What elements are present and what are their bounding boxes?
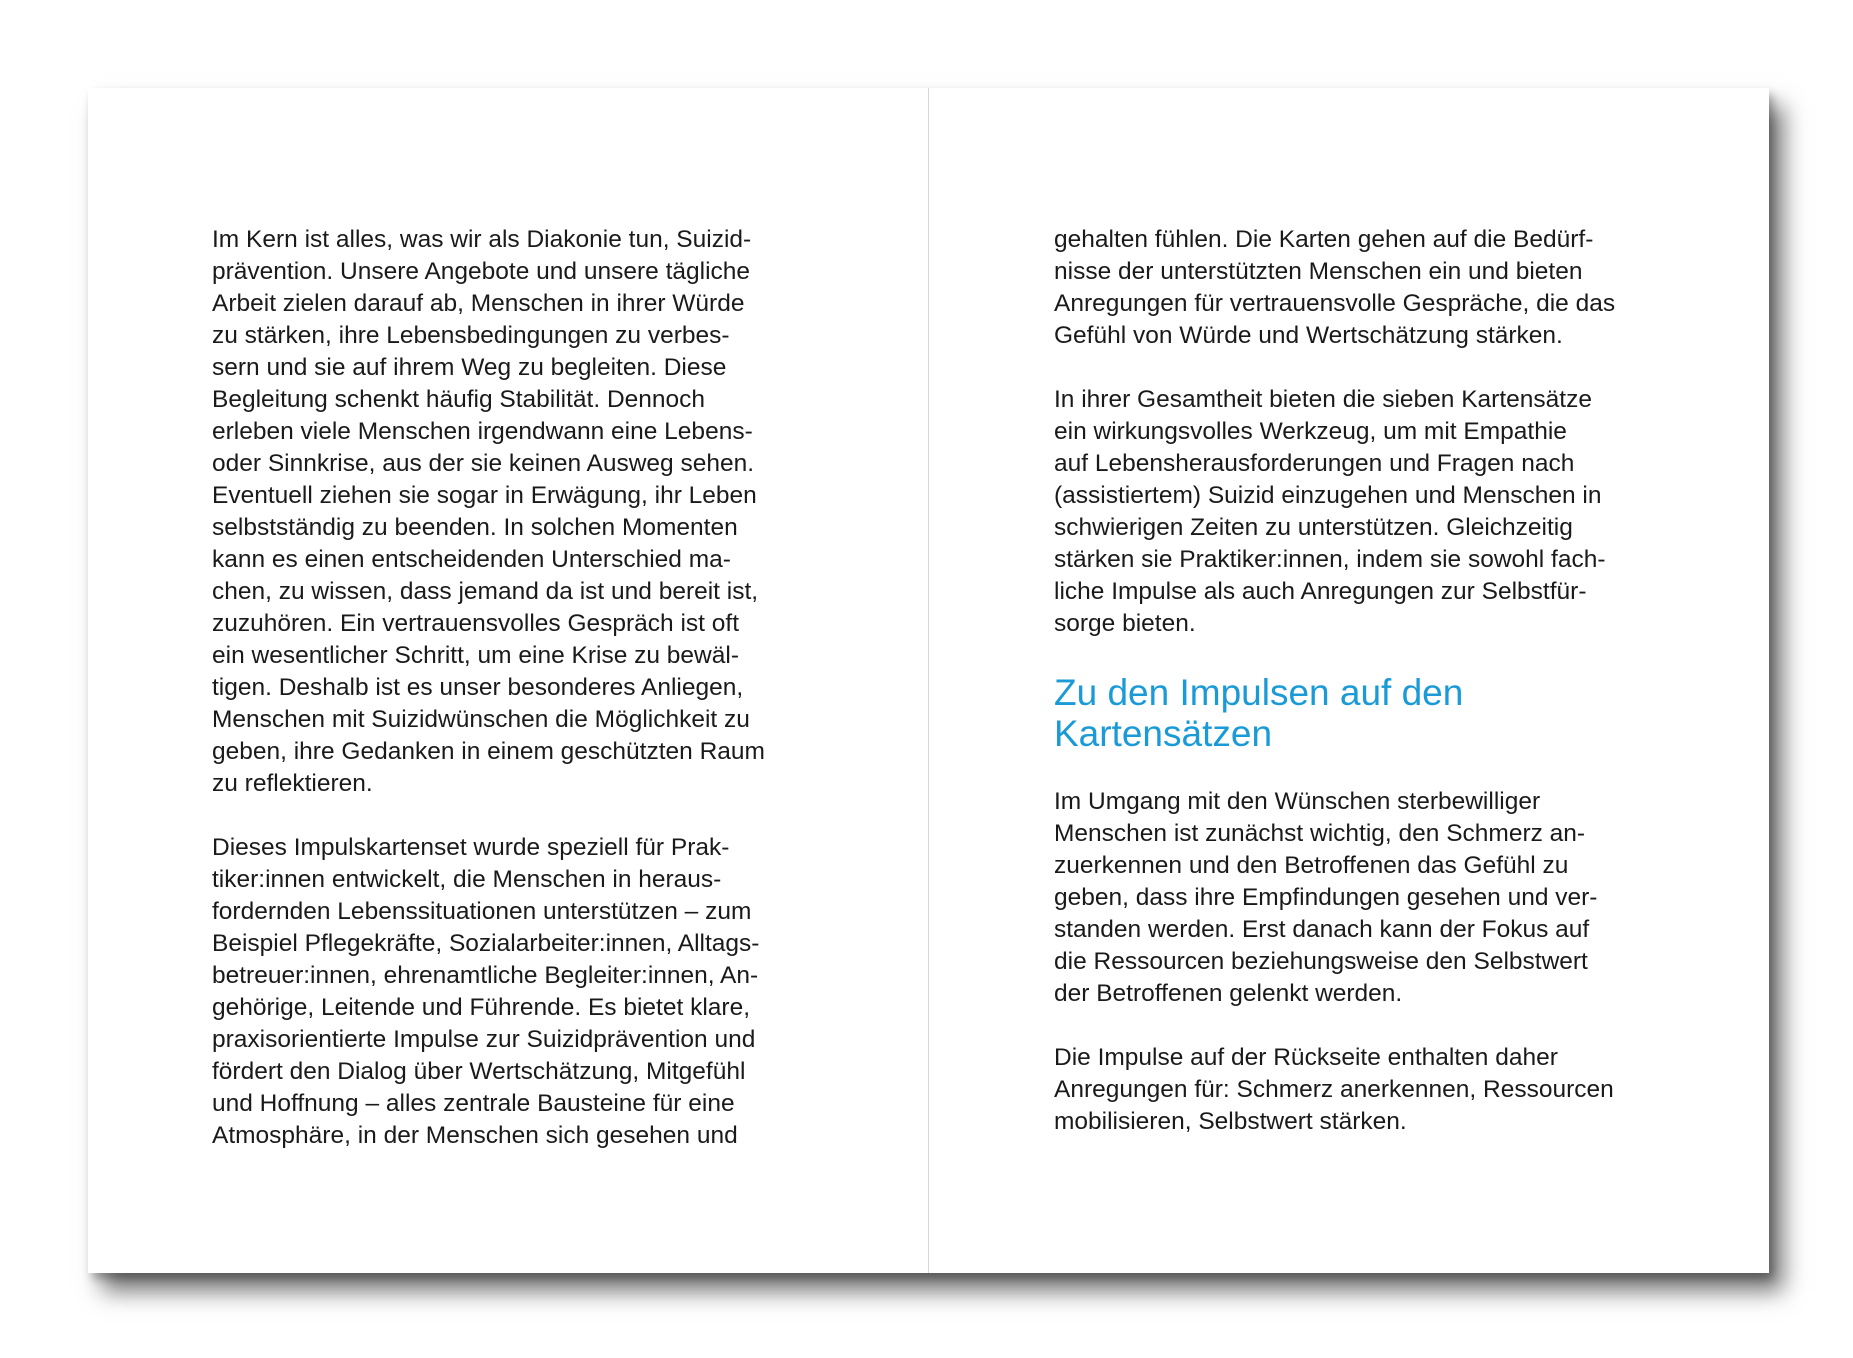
right-paragraph-2 xyxy=(1054,384,1664,640)
right-paragraph-4 xyxy=(1054,1042,1664,1138)
text-line: kann es einen entscheidenden Unterschied ma- xyxy=(212,546,731,573)
text-line: sern und sie auf ihrem Weg zu begleiten. Diese xyxy=(212,354,727,381)
heading-line: Kartensätzen xyxy=(1054,713,1273,754)
text-line: nisse der unterstützten Menschen ein und bieten xyxy=(1054,258,1583,285)
right-paragraph-3 xyxy=(1054,786,1664,1010)
text-line: zu reflektieren. xyxy=(212,770,373,797)
text-line: praxisorientierte Impulse zur Suizidprävention und xyxy=(212,1026,756,1053)
text-line: Eventuell ziehen sie sogar in Erwägung, ihr Leben xyxy=(212,482,757,509)
text-line: selbstständig zu beenden. In solchen Momenten xyxy=(212,514,738,541)
text-line: sorge bieten. xyxy=(1054,610,1196,637)
text-line: fordernden Lebenssituationen unterstützen – zum xyxy=(212,898,752,925)
text-line: prävention. Unsere Angebote und unsere tägliche xyxy=(212,258,751,285)
text-line: betreuer:innen, ehrenamtliche Begleiter:innen, An- xyxy=(212,962,759,989)
text-line: Arbeit zielen darauf ab, Menschen in ihrer Würde xyxy=(212,290,745,317)
text-line: Beispiel Pflegekräfte, Sozialarbeiter:innen, Alltags- xyxy=(212,930,760,957)
text-line: zuzuhören. Ein vertrauensvolles Gespräch ist oft xyxy=(212,610,740,637)
text-line: der Betroffenen gelenkt werden. xyxy=(1054,980,1403,1007)
text-line: geben, ihre Gedanken in einem geschützten Raum xyxy=(212,738,765,765)
text-line: In ihrer Gesamtheit bieten die sieben Kartensätze xyxy=(1054,386,1592,413)
text-line: Gefühl von Würde und Wertschätzung stärken. xyxy=(1054,322,1563,349)
text-line: Begleitung schenkt häufig Stabilität. Dennoch xyxy=(212,386,706,413)
text-line: und Hoffnung – alles zentrale Bausteine für eine xyxy=(212,1090,735,1117)
text-line: standen werden. Erst danach kann der Fokus auf xyxy=(1054,916,1590,943)
text-line: Anregungen für: Schmerz anerkennen, Ressourcen xyxy=(1054,1076,1614,1103)
text-line: zu stärken, ihre Lebensbedingungen zu verbes- xyxy=(212,322,730,349)
right-page-column xyxy=(1054,224,1664,1170)
heading-line: Zu den Impulsen auf den xyxy=(1054,672,1464,713)
left-paragraph-2 xyxy=(212,832,822,1152)
text-line: ein wesentlicher Schritt, um eine Krise zu bewäl- xyxy=(212,642,739,669)
text-line: Atmosphäre, in der Menschen sich gesehen und xyxy=(212,1122,738,1149)
text-line: erleben viele Menschen irgendwann eine Lebens- xyxy=(212,418,753,445)
booklet-spread xyxy=(88,88,1769,1273)
text-line: tigen. Deshalb ist es unser besonderes Anliegen, xyxy=(212,674,744,701)
text-line: fördert den Dialog über Wertschätzung, Mitgefühl xyxy=(212,1058,746,1085)
text-line: geben, dass ihre Empfindungen gesehen und ver- xyxy=(1054,884,1598,911)
text-line: auf Lebensherausforderungen und Fragen nach xyxy=(1054,450,1575,477)
left-paragraph-1 xyxy=(212,224,822,800)
text-line: tiker:innen entwickelt, die Menschen in heraus- xyxy=(212,866,722,893)
text-line: Die Impulse auf der Rückseite enthalten daher xyxy=(1054,1044,1558,1071)
text-line: Im Umgang mit den Wünschen sterbewilliger xyxy=(1054,788,1541,815)
left-page-column xyxy=(212,224,822,1184)
page-fold xyxy=(928,88,929,1273)
text-line: ein wirkungsvolles Werkzeug, um mit Empathie xyxy=(1054,418,1567,445)
text-line: chen, zu wissen, dass jemand da ist und bereit ist, xyxy=(212,578,759,605)
text-line: Menschen mit Suizidwünschen die Möglichkeit zu xyxy=(212,706,750,733)
text-line: Dieses Impulskartenset wurde speziell für Prak- xyxy=(212,834,730,861)
text-line: Menschen ist zunächst wichtig, den Schmerz an- xyxy=(1054,820,1586,847)
text-line: mobilisieren, Selbstwert stärken. xyxy=(1054,1108,1407,1135)
text-line: gehalten fühlen. Die Karten gehen auf die Bedürf- xyxy=(1054,226,1594,253)
text-line: gehörige, Leitende und Führende. Es bietet klare, xyxy=(212,994,751,1021)
text-line: die Ressourcen beziehungsweise den Selbstwert xyxy=(1054,948,1588,975)
text-line: Anregungen für vertrauensvolle Gespräche, die das xyxy=(1054,290,1616,317)
text-line: schwierigen Zeiten zu unterstützen. Gleichzeitig xyxy=(1054,514,1573,541)
text-line: liche Impulse als auch Anregungen zur Selbstfür- xyxy=(1054,578,1587,605)
text-line: stärken sie Praktiker:innen, indem sie sowohl fach- xyxy=(1054,546,1606,573)
section-heading xyxy=(1054,672,1664,754)
right-paragraph-1 xyxy=(1054,224,1664,352)
text-line: Im Kern ist alles, was wir als Diakonie tun, Suizid- xyxy=(212,226,752,253)
text-line: oder Sinnkrise, aus der sie keinen Ausweg sehen. xyxy=(212,450,755,477)
text-line: (assistiertem) Suizid einzugehen und Menschen in xyxy=(1054,482,1602,509)
text-line: zuerkennen und den Betroffenen das Gefühl zu xyxy=(1054,852,1569,879)
